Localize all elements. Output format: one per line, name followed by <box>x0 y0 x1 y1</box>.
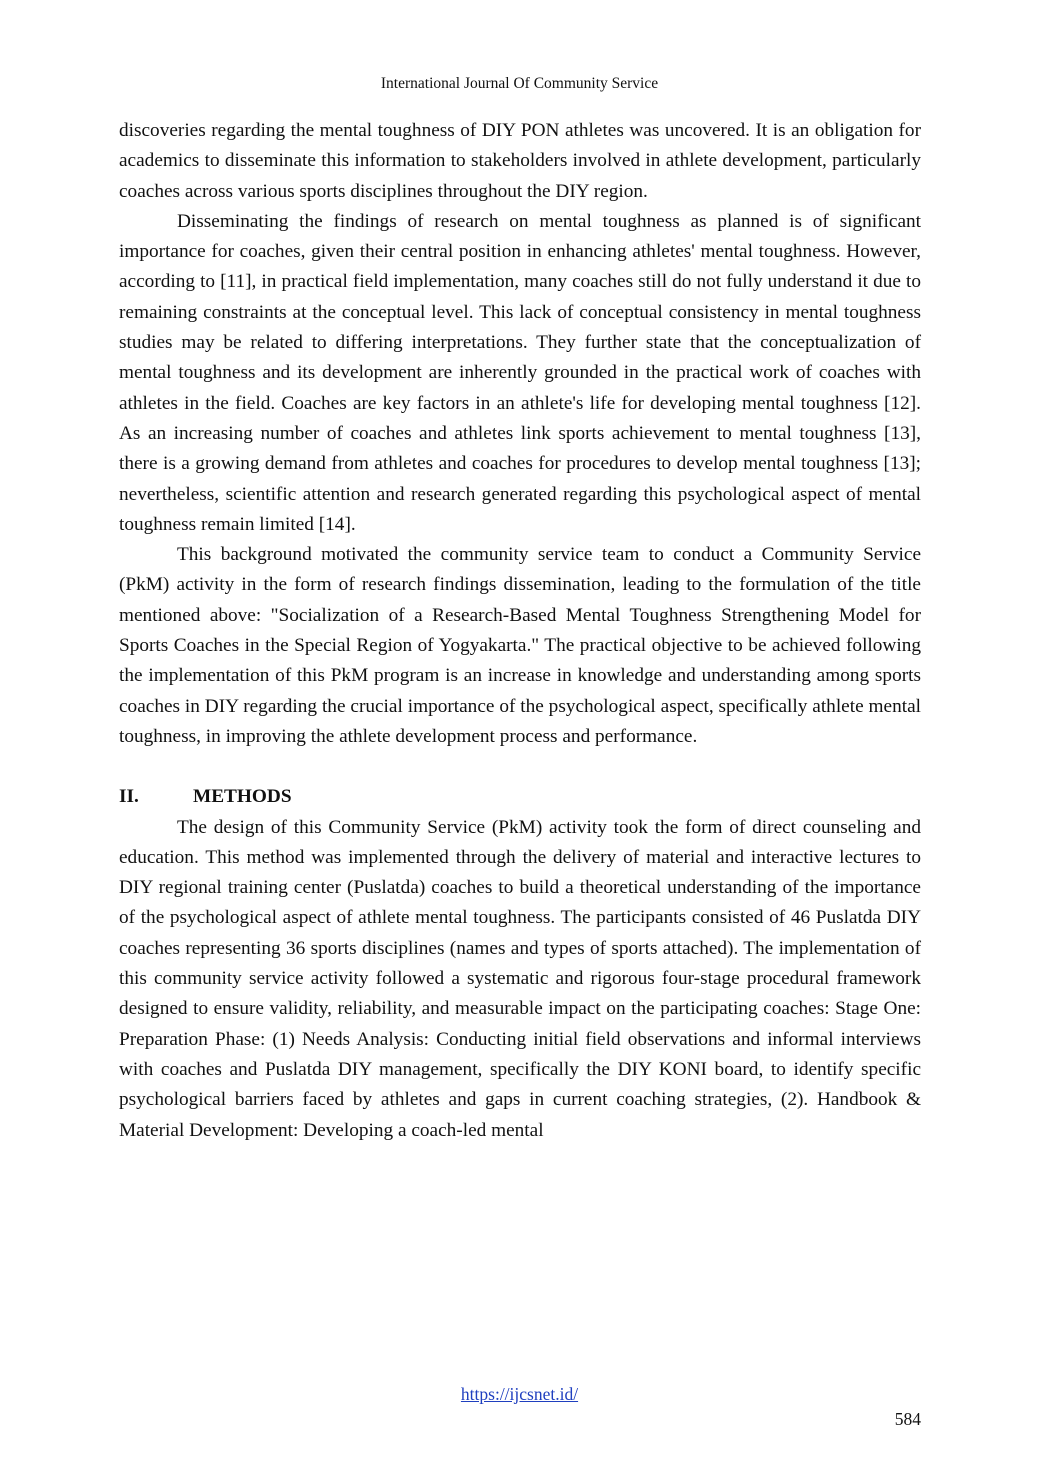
footer <box>0 1383 1039 1405</box>
body-paragraph: This background motivated the community service team to conduct a Community Service (PkM) activity in the form of research findings dissemination, leading to the formulation of the title mentioned above: "Socialization of a Research-Based Mental Toughness Strengthening Model for Sports Coaches in the Special Region of Yogyakarta." The practical objective to be achieved following the implementation of this PkM program is an increase in knowledge and understanding among sports coaches in DIY regarding the crucial importance of the psychological aspect, specifically athlete mental toughness, in improving the athlete development process and performance. <box>119 544 921 747</box>
section-title: METHODS <box>193 786 292 808</box>
body-paragraph: discoveries regarding the mental toughness of DIY PON athletes was uncovered. It is an obligation for academics to disseminate this information to stakeholders involved in athlete development, particularly coaches across various sports disciplines throughout the DIY region. <box>119 120 921 202</box>
journal-url-link[interactable]: https://ijcsnet.id/ <box>460 1384 579 1404</box>
body-paragraph: Disseminating the findings of research on mental toughness as planned is of significant importance for coaches, given their central position in enhancing athletes' mental toughness. However, according to [11], in practical field implementation, many coaches still do not fully understand it due to remaining constraints at the conceptual level. This lack of conceptual consistency in mental toughness studies may be related to differing interpretations. They further state that the conceptualization of mental toughness and its development are inherently grounded in the practical work of coaches with athletes in the field. Coaches are key factors in an athlete's life for developing mental toughness [12]. As an increasing number of coaches and athletes link sports achievement to mental toughness [13], there is a growing demand from athletes and coaches for procedures to develop mental toughness [13]; nevertheless, scientific attention and research generated regarding this psychological aspect of mental toughness remain limited [14]. <box>119 210 921 535</box>
article-body <box>119 116 921 1146</box>
journal-title: International Journal Of Community Service <box>380 75 659 92</box>
page-number: 584 <box>894 1409 921 1429</box>
body-paragraph: The design of this Community Service (PkM) activity took the form of direct counseling and education. This method was implemented through the delivery of material and interactive lectures to DIY regional training center (Puslatda) coaches to build a theoretical understanding of the importance of the psychological aspect of athlete mental toughness. The participants consisted of 46 Puslatda DIY coaches representing 36 sports disciplines (names and types of sports attached). The implementation of this community service activity followed a systematic and rigorous four-stage procedural framework designed to ensure validity, reliability, and measurable impact on the participating coaches: Stage One: Preparation Phase: (1) Needs Analysis: Conducting initial field observations and informal interviews with coaches and Puslatda DIY management, specifically the DIY KONI board, to identify specific psychological barriers faced by athletes and gaps in current coaching strategies, (2). Handbook & Material Development: Developing a coach-led mental <box>119 816 921 1141</box>
section-number: II. <box>119 786 139 808</box>
running-header <box>0 74 1039 94</box>
section-heading <box>119 782 921 812</box>
